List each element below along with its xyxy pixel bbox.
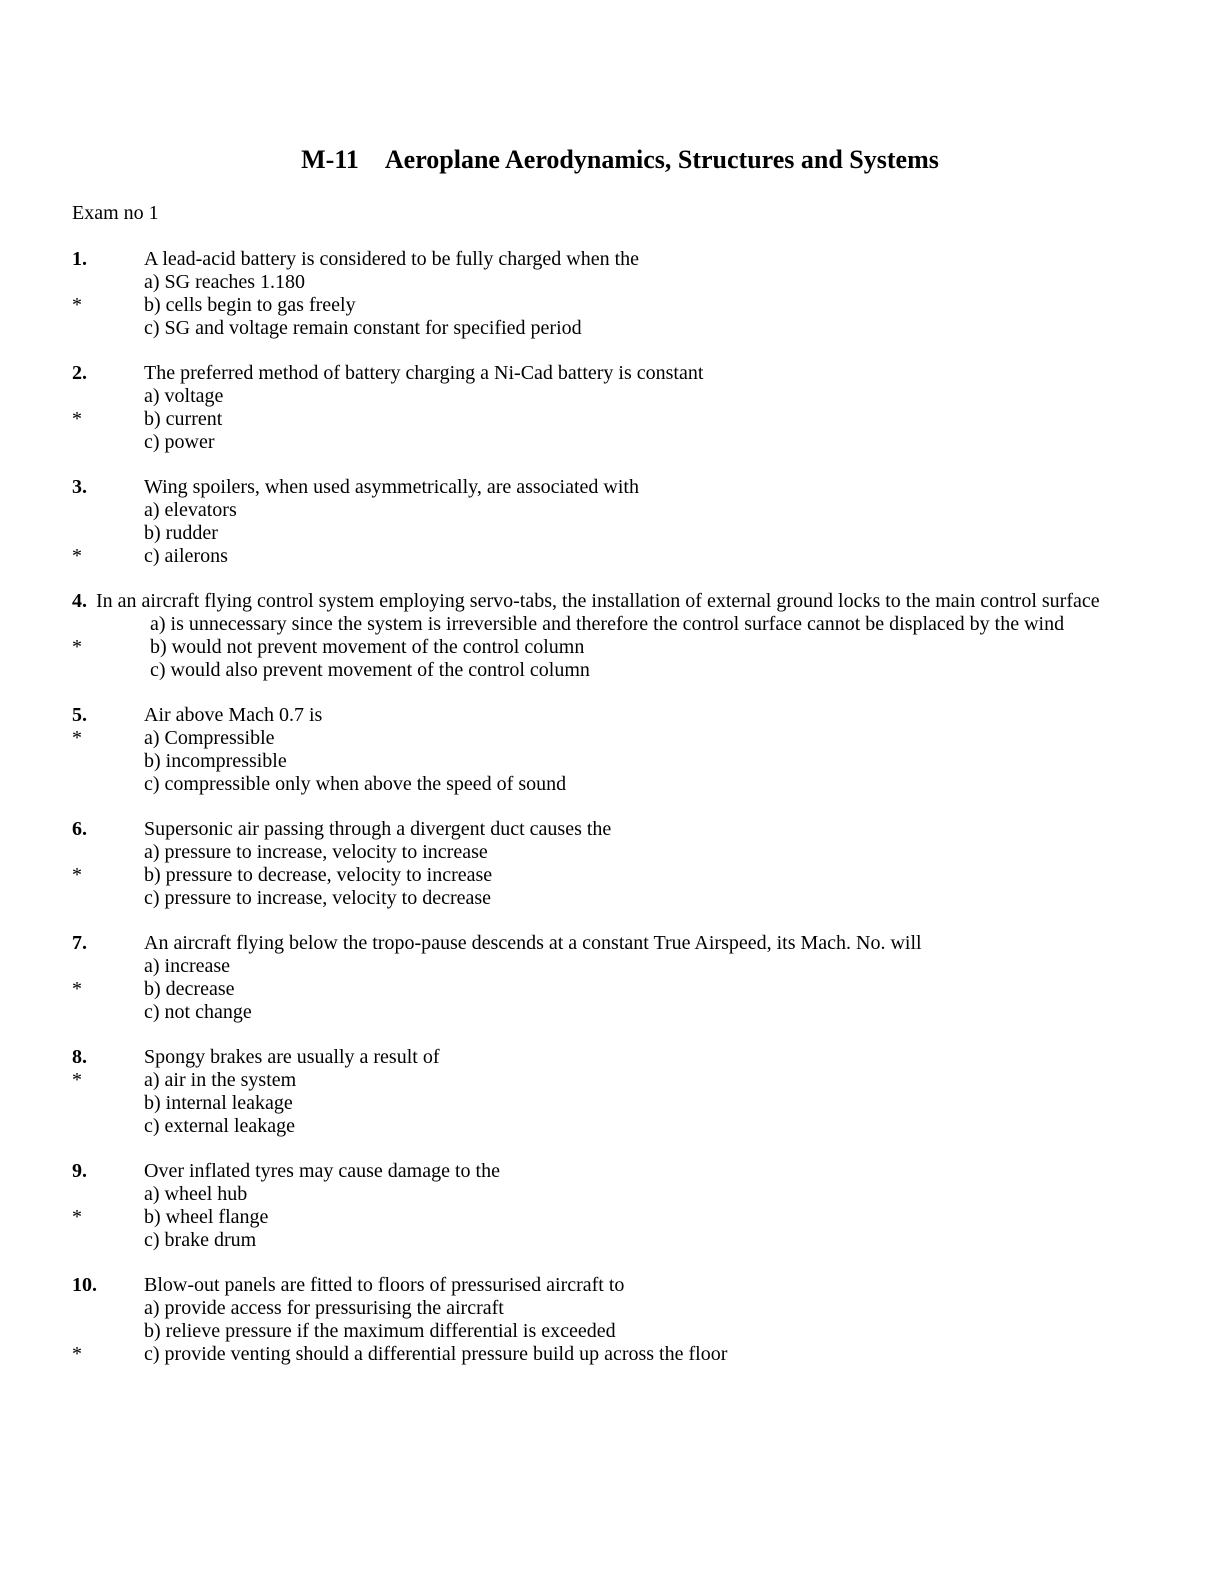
option-row <box>72 750 1168 773</box>
option-row <box>72 1206 1168 1229</box>
question-text: In an aircraft flying control system employing servo-tabs, the installation of external ground locks to the main control surface <box>96 590 1100 612</box>
option-text: a) wheel hub <box>144 1183 248 1205</box>
correct-answer-marker: * <box>72 1206 82 1228</box>
question-6 <box>72 818 1168 910</box>
question-head <box>72 704 1168 727</box>
question-text: A lead-acid battery is considered to be fully charged when the <box>144 248 640 270</box>
question-head <box>72 1160 1168 1183</box>
questions-list <box>72 248 1168 1366</box>
question-9 <box>72 1160 1168 1252</box>
option-row <box>72 1297 1168 1320</box>
option-text: b) would not prevent movement of the control column <box>150 636 585 658</box>
option-text: b) pressure to decrease, velocity to increase <box>144 864 493 886</box>
correct-answer-marker: * <box>72 294 82 316</box>
option-row <box>72 955 1168 978</box>
question-head <box>72 590 1168 613</box>
option-row <box>72 887 1168 910</box>
option-text: b) decrease <box>144 978 235 1000</box>
question-3 <box>72 476 1168 568</box>
option-text: a) SG reaches 1.180 <box>144 271 306 293</box>
option-text: c) not change <box>144 1001 252 1023</box>
correct-answer-marker: * <box>72 978 82 1000</box>
option-row <box>72 1320 1168 1343</box>
correct-answer-marker: * <box>72 1343 82 1365</box>
option-row <box>72 841 1168 864</box>
question-text: The preferred method of battery charging a Ni-Cad battery is constant <box>144 362 704 384</box>
question-8 <box>72 1046 1168 1138</box>
option-text: c) brake drum <box>144 1229 257 1251</box>
option-row <box>72 613 1168 636</box>
option-row <box>72 271 1168 294</box>
option-text: a) provide access for pressurising the aircraft <box>144 1297 504 1319</box>
question-head <box>72 476 1168 499</box>
option-text: c) provide venting should a differential pressure build up across the floor <box>144 1343 728 1365</box>
option-row <box>72 773 1168 796</box>
option-text: b) wheel flange <box>144 1206 269 1228</box>
option-text: a) elevators <box>144 499 237 521</box>
question-number: 8. <box>72 1046 87 1068</box>
option-text: b) internal leakage <box>144 1092 293 1114</box>
exam-code: M-11 <box>301 145 359 174</box>
option-text: b) rudder <box>144 522 218 544</box>
option-row <box>72 864 1168 887</box>
question-2 <box>72 362 1168 454</box>
option-row <box>72 727 1168 750</box>
question-4 <box>72 590 1168 682</box>
option-text: c) ailerons <box>144 545 228 567</box>
question-number: 5. <box>72 704 87 726</box>
option-text: a) air in the system <box>144 1069 297 1091</box>
exam-title-text: Aeroplane Aerodynamics, Structures and Systems <box>384 145 939 174</box>
question-number: 2. <box>72 362 87 384</box>
option-row <box>72 385 1168 408</box>
option-text: c) SG and voltage remain constant for specified period <box>144 317 582 339</box>
option-row <box>72 545 1168 568</box>
correct-answer-marker: * <box>72 408 82 430</box>
question-text: Spongy brakes are usually a result of <box>144 1046 440 1068</box>
exam-number-label: Exam no 1 <box>72 202 159 224</box>
option-row <box>72 294 1168 317</box>
option-row <box>72 1183 1168 1206</box>
option-row <box>72 522 1168 545</box>
option-text: a) increase <box>144 955 231 977</box>
option-text: a) pressure to increase, velocity to increase <box>144 841 488 863</box>
question-number: 4. <box>72 590 87 612</box>
question-number: 10. <box>72 1274 97 1296</box>
option-row <box>72 636 1168 659</box>
option-text: c) pressure to increase, velocity to decrease <box>144 887 492 909</box>
option-row <box>72 1229 1168 1252</box>
option-row <box>72 1069 1168 1092</box>
correct-answer-marker: * <box>72 727 82 749</box>
option-row <box>72 1092 1168 1115</box>
question-10 <box>72 1274 1168 1366</box>
option-text: c) power <box>144 431 215 453</box>
question-number: 7. <box>72 932 87 954</box>
correct-answer-marker: * <box>72 1069 82 1091</box>
question-text: Air above Mach 0.7 is <box>144 704 323 726</box>
question-5 <box>72 704 1168 796</box>
question-number: 1. <box>72 248 87 270</box>
option-row <box>72 1001 1168 1024</box>
correct-answer-marker: * <box>72 864 82 886</box>
correct-answer-marker: * <box>72 636 82 658</box>
question-text: Blow-out panels are fitted to floors of pressurised aircraft to <box>144 1274 625 1296</box>
option-row <box>72 408 1168 431</box>
question-head <box>72 818 1168 841</box>
option-text: c) would also prevent movement of the control column <box>150 659 590 681</box>
option-text: b) relieve pressure if the maximum differential is exceeded <box>144 1320 616 1342</box>
option-row <box>72 499 1168 522</box>
option-row <box>72 659 1168 682</box>
question-head <box>72 1274 1168 1297</box>
option-text: b) current <box>144 408 223 430</box>
correct-answer-marker: * <box>72 545 82 567</box>
option-row <box>72 978 1168 1001</box>
option-text: c) external leakage <box>144 1115 296 1137</box>
question-number: 6. <box>72 818 87 840</box>
question-head <box>72 248 1168 271</box>
question-number: 9. <box>72 1160 87 1182</box>
option-text: b) cells begin to gas freely <box>144 294 356 316</box>
page-title <box>72 145 1168 175</box>
option-row <box>72 1115 1168 1138</box>
option-text: c) compressible only when above the speed of sound <box>144 773 567 795</box>
question-text: Wing spoilers, when used asymmetrically, are associated with <box>144 476 639 498</box>
option-row <box>72 1343 1168 1366</box>
option-text: a) voltage <box>144 385 224 407</box>
question-text: An aircraft flying below the tropo-pause descends at a constant True Airspeed, its Mach. No. will <box>144 932 922 954</box>
question-head <box>72 932 1168 955</box>
question-head <box>72 1046 1168 1069</box>
question-head <box>72 362 1168 385</box>
option-text: b) incompressible <box>144 750 287 772</box>
option-text: a) is unnecessary since the system is irreversible and therefore the control surface cannot be displaced by the wind <box>150 613 1065 635</box>
option-row <box>72 431 1168 454</box>
question-7 <box>72 932 1168 1024</box>
option-text: a) Compressible <box>144 727 275 749</box>
question-number: 3. <box>72 476 87 498</box>
question-1 <box>72 248 1168 340</box>
question-text: Supersonic air passing through a divergent duct causes the <box>144 818 612 840</box>
option-row <box>72 317 1168 340</box>
question-text: Over inflated tyres may cause damage to the <box>144 1160 500 1182</box>
